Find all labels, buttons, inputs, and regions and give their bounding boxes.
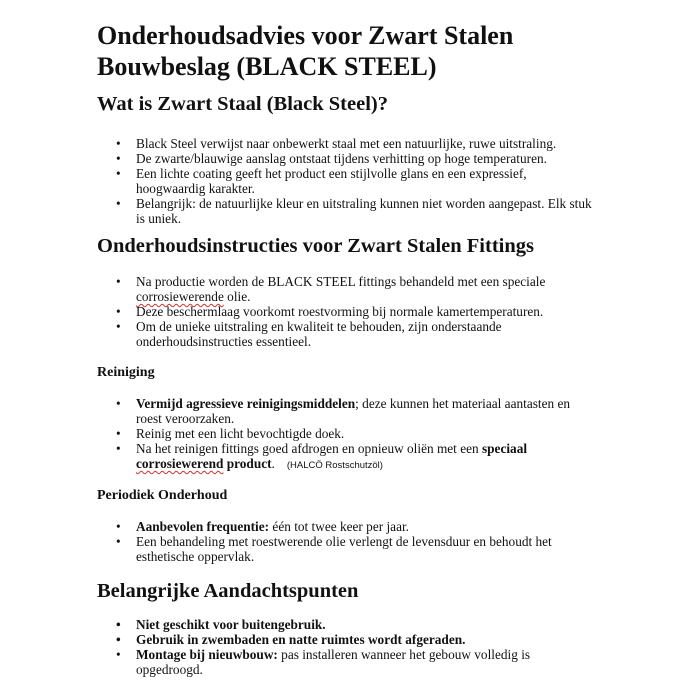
misspelled-word: corrosiewerende bbox=[136, 289, 224, 304]
section-heading: Belangrijke Aandachtspunten bbox=[97, 580, 359, 602]
text: Na het reinigen fittings goed afdrogen en opnieuw oliën met een bbox=[136, 441, 482, 456]
list-item: • Black Steel verwijst naar onbewerkt staal met een natuurlijke, ruwe uitstraling. bbox=[97, 136, 596, 151]
list-item: • Niet geschikt voor buitengebruik. bbox=[97, 617, 596, 632]
bullet-list bbox=[97, 519, 597, 564]
text: één tot twee keer per jaar. bbox=[269, 519, 410, 534]
list-item bbox=[97, 274, 596, 304]
bold-text: Vermijd agressieve reinigingsmiddelen bbox=[136, 396, 356, 411]
list-item bbox=[97, 519, 596, 534]
section-heading: Onderhoudsinstructies voor Zwart Stalen Fittings bbox=[97, 235, 534, 257]
section-heading: Periodiek Onderhoud bbox=[97, 488, 228, 503]
list-item bbox=[97, 396, 596, 426]
list-item: • Een lichte coating geeft het product een stijlvolle glans en een expressief, hoogwaardig karakter. bbox=[97, 166, 596, 196]
bold-text: speciaal bbox=[481, 441, 528, 456]
section-maintenance-instructions bbox=[97, 234, 597, 349]
section-heading: Reiniging bbox=[97, 365, 155, 380]
section-heading: Wat is Zwart Staal (Black Steel)? bbox=[97, 93, 388, 115]
list-item: • Om de unieke uitstraling en kwaliteit te behouden, zijn onderstaande onderhoudsinstructies essentieel. bbox=[97, 319, 596, 349]
product-note: (HALCÖ Rostschutzöl) bbox=[286, 460, 383, 471]
list-item: • De zwarte/blauwige aanslag ontstaat tijdens verhitting op hoge temperaturen. bbox=[97, 151, 596, 166]
misspelled-word: corrosiewerend bbox=[136, 456, 224, 471]
list-item: • Een behandeling met roestwerende olie verlengt de levensduur en behoudt het esthetische oppervlak. bbox=[97, 534, 596, 564]
bullet-list bbox=[97, 617, 597, 677]
section-cleaning bbox=[97, 364, 597, 473]
bullet-list bbox=[97, 274, 597, 349]
list-item: • Deze beschermlaag voorkomt roestvorming bij normale kamertemperaturen. bbox=[97, 304, 596, 319]
bold-text: Montage bij nieuwbouw: bbox=[136, 647, 278, 662]
list-item: • Gebruik in zwembaden en natte ruimtes wordt afgeraden. bbox=[97, 632, 596, 647]
bold-text: Aanbevolen frequentie: bbox=[136, 519, 270, 534]
text: . bbox=[271, 456, 275, 471]
section-important-points bbox=[97, 579, 597, 677]
section-periodic-maintenance bbox=[97, 487, 597, 564]
section-what-is bbox=[97, 92, 597, 226]
document-title: Onderhoudsadvies voor Zwart Stalen Bouwbeslag (BLACK STEEL) bbox=[97, 21, 514, 81]
text: olie. bbox=[223, 289, 251, 304]
text: Na productie worden de BLACK STEEL fittings behandeld met een speciale bbox=[136, 274, 546, 289]
list-item: • Reinig met een licht bevochtigde doek. bbox=[97, 426, 596, 441]
bullet-list bbox=[97, 396, 597, 473]
document-title-block bbox=[97, 20, 567, 82]
list-item bbox=[97, 441, 596, 473]
bold-text: product bbox=[223, 456, 272, 471]
list-item: • Belangrijk: de natuurlijke kleur en uitstraling kunnen niet worden aangepast. Elk stuk is uniek. bbox=[97, 196, 596, 226]
text: ; deze kunnen het materiaal aantasten en roest veroorzaken. bbox=[136, 396, 571, 426]
text: pas installeren wanneer het gebouw volledig is opgedroogd. bbox=[136, 647, 531, 677]
bullet-list bbox=[97, 136, 597, 226]
list-item bbox=[97, 647, 596, 677]
